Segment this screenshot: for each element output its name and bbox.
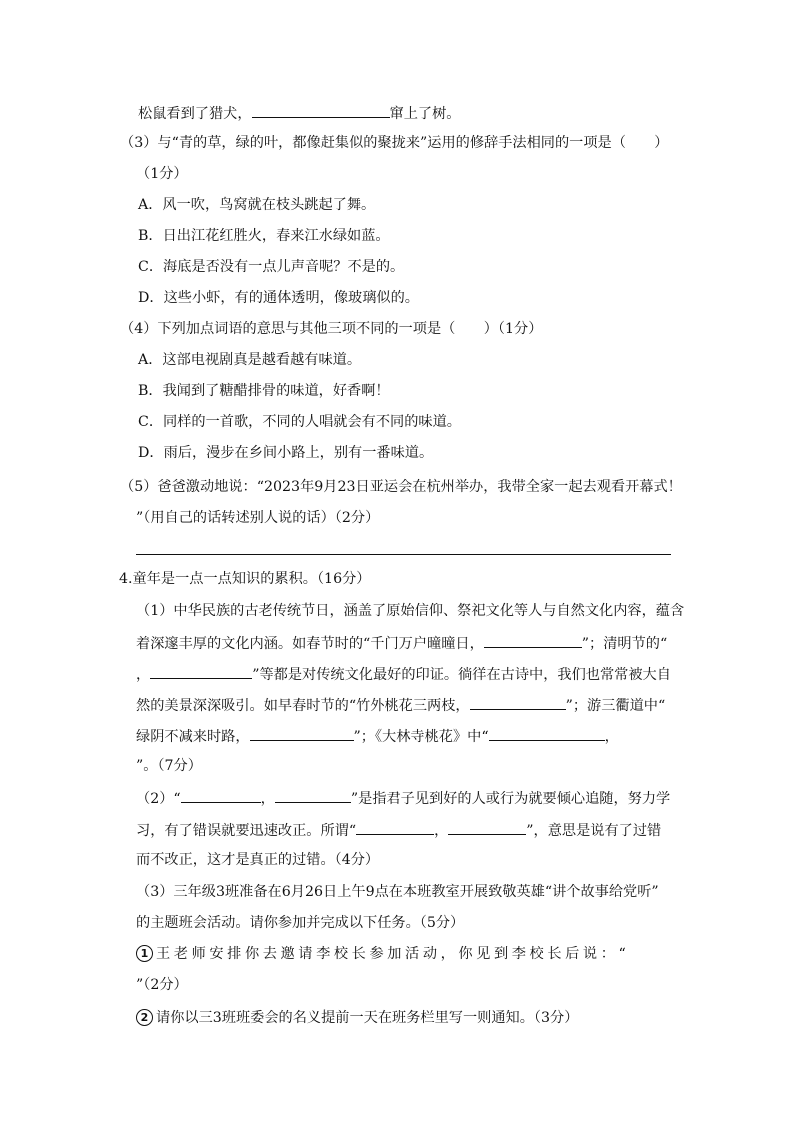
text: ，	[136, 667, 151, 683]
text: ，	[604, 729, 619, 745]
question-4-stem: （4）下列加点词语的意思与其他三项不同的一项是（ ）（1分）	[120, 321, 543, 337]
task-1	[136, 944, 629, 964]
text: ”是指君子见到好的人或行为就要倾心追随，努力学	[350, 791, 671, 807]
question-3-option-a[interactable]: A．风一吹，鸟窝就在枝头跳起了舞。	[138, 197, 376, 213]
question-4-option-a[interactable]: A．这部电视剧真是越看越有味道。	[138, 352, 362, 368]
answer-blank[interactable]	[489, 725, 605, 741]
text: （2）“	[136, 791, 181, 807]
part-3-line-2: 的主题班会活动。请你参加并完成以下任务。（5分）	[136, 915, 465, 931]
part-3-line-1: （3）三年级3班准备在6月26日上午9点在本班教室开展致敬英雄“讲个故事给党听”	[136, 884, 659, 900]
answer-blank[interactable]	[150, 663, 252, 679]
squirrel-text-end: 窜上了树。	[389, 106, 461, 122]
question-4-option-c[interactable]: C．同样的一首歌，不同的人唱就会有不同的味道。	[138, 414, 461, 430]
question-3-option-b[interactable]: B．日出江花红胜火，春来江水绿如蓝。	[138, 228, 390, 244]
question-5-stem: （5）爸爸激动地说：“2023年9月23日亚运会在杭州举办，我带全家一起去观看开幕式！	[120, 479, 682, 495]
text: ，	[434, 823, 449, 839]
section-4-title: 4.童年是一点一点知识的累积。（16分）	[119, 571, 371, 587]
answer-blank[interactable]	[250, 725, 354, 741]
part-1-line-2	[136, 632, 667, 654]
question-4-option-d[interactable]: D．雨后，漫步在乡间小路上，别有一番味道。	[138, 445, 434, 461]
answer-blank[interactable]	[448, 819, 526, 835]
circled-number-1: 1	[136, 945, 153, 962]
text: ”，意思是说有了过错	[526, 823, 662, 839]
text: ”等都是对传统文化最好的印证。徜徉在古诗中，我们也常常被大自	[252, 667, 671, 683]
task-1-score: ”（2分）	[136, 977, 188, 993]
part-2-line-3: 而不改正，这才是真正的过错。（4分）	[136, 852, 380, 868]
question-5-instruction: ”（用自己的话转述别人说的话）（2分）	[136, 510, 380, 526]
answer-blank[interactable]	[356, 819, 434, 835]
text: ”；《大林寺桃花》中“	[353, 729, 489, 745]
text: 习，有了错误就要迅速改正。所谓“	[136, 823, 357, 839]
question-3-score: （1分）	[136, 166, 188, 182]
circled-number-2: 2	[136, 1009, 153, 1026]
part-1-line-3	[136, 663, 671, 685]
answer-blank[interactable]	[470, 694, 566, 710]
part-1-line-4	[136, 694, 665, 716]
text: ”；清明节的“	[581, 636, 668, 652]
part-2-line-2	[136, 819, 661, 841]
answer-blank[interactable]	[252, 102, 390, 118]
line-squirrel	[138, 102, 460, 124]
part-2-line-1	[136, 787, 670, 809]
text: ”；游三衢道中“	[565, 698, 666, 714]
part-1-line-5	[136, 725, 619, 747]
question-4-option-b[interactable]: B．我闻到了糖醋排骨的味道，好香啊！	[138, 383, 390, 399]
task-2-text: 请你以三3班班委会的名义提前一天在班务栏里写一则通知。（3分）	[156, 1010, 579, 1026]
text: 着深邃丰厚的文化内涵。如春节时的“千门万户曈曈日，	[136, 636, 484, 652]
text: 然的美景深深吸引。如早春时节的“竹外桃花三两枝，	[136, 698, 470, 714]
question-3-stem: （3）与“青的草，绿的叶，都像赶集似的聚拢来”运用的修辞手法相同的一项是（ ）	[120, 135, 669, 151]
part-1-line-1: （1）中华民族的古老传统节日，涵盖了原始信仰、祭祀文化等人与自然文化内容，蕴含	[136, 603, 685, 619]
squirrel-text-start: 松鼠看到了猎犬，	[138, 106, 252, 122]
question-3-option-c[interactable]: C．海底是否没有一点儿声音呢？不是的。	[138, 259, 405, 275]
task-1-text: 王老师安排你去邀请李校长参加活动，你见到李校长后说：“	[156, 946, 630, 962]
text: ，	[260, 791, 275, 807]
answer-blank[interactable]	[275, 787, 351, 803]
answer-blank[interactable]	[484, 632, 582, 648]
task-2	[136, 1008, 578, 1028]
question-3-option-d[interactable]: D．这些小虾，有的通体透明，像玻璃似的。	[138, 290, 419, 306]
text: 绿阴不减来时路，	[136, 729, 250, 745]
answer-blank[interactable]	[181, 787, 261, 803]
part-1-line-6: ”。（7分）	[136, 758, 202, 774]
answer-line[interactable]	[136, 554, 671, 555]
